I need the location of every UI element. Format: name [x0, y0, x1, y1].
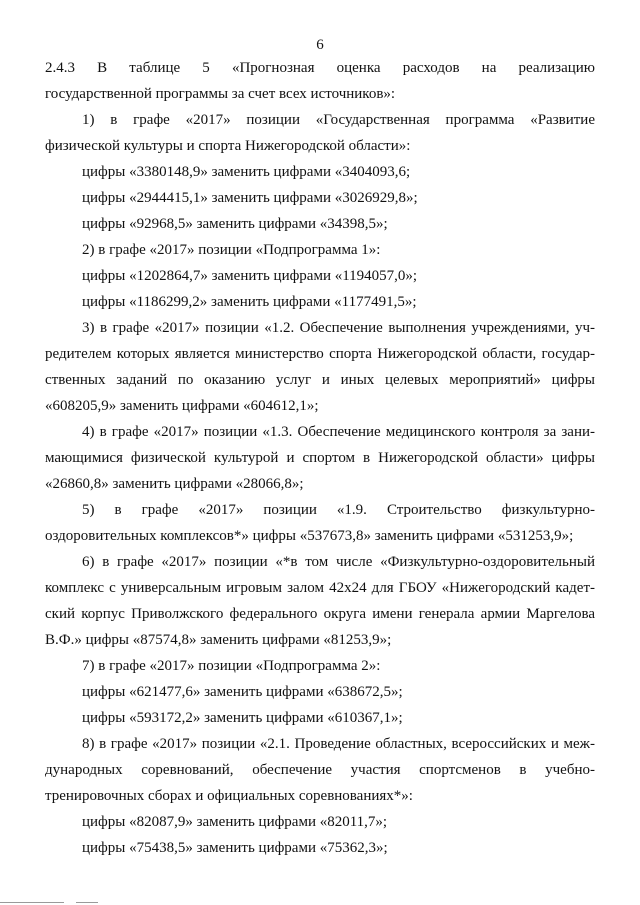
text-line: тренировочных сборах и официальных соревнованиях*»: — [45, 788, 413, 804]
text-line: цифры «1186299,2» заменить цифрами «1177491,5»; — [82, 294, 417, 310]
text-line: цифры «1202864,7» заменить цифрами «1194057,0»; — [82, 268, 418, 284]
text-line: цифры «3380148,9» заменить цифрами «3404093,6; — [82, 164, 411, 180]
text-line: комплекс с универсальным игровым залом 42х24 для ГБОУ «Нижегородский кадет- — [45, 580, 595, 596]
text-line: оздоровительных комплексов*» цифры «537673,8» заменить цифрами «531253,9»; — [45, 528, 574, 544]
text-line: В.Ф.» цифры «87574,8» заменить цифрами «81253,9»; — [45, 632, 392, 648]
text-line: государственной программы за счет всех источников»: — [45, 86, 396, 102]
text-line: дународных соревнований, обеспечение участия спортсменов в учебно- — [45, 762, 595, 778]
text-line: цифры «593172,2» заменить цифрами «610367,1»; — [82, 710, 403, 726]
text-line: цифры «621477,6» заменить цифрами «638672,5»; — [82, 684, 403, 700]
text-line: цифры «92968,5» заменить цифрами «34398,5»; — [82, 216, 388, 232]
text-line: мающимися физической культурой и спортом в Нижегородской области» цифры — [45, 450, 595, 466]
text-line: 3) в графе «2017» позиции «1.2. Обеспечение выполнения учреждениями, уч- — [82, 320, 595, 336]
scan-edge-marks — [0, 897, 640, 903]
text-line: 8) в графе «2017» позиции «2.1. Проведение областных, всероссийских и меж- — [82, 736, 595, 752]
text-line: 1) в графе «2017» позиции «Государственная программа «Развитие — [82, 112, 595, 128]
text-line: 2.4.3 В таблице 5 «Прогнозная оценка расходов на реализацию — [45, 60, 595, 76]
text-line: цифры «2944415,1» заменить цифрами «3026929,8»; — [82, 190, 418, 206]
text-line: «26860,8» заменить цифрами «28066,8»; — [45, 476, 304, 492]
text-line: 7) в графе «2017» позиции «Подпрограмма 2»: — [82, 658, 381, 674]
text-line: 6) в графе «2017» позиции «*в том числе «Физкультурно-оздоровительный — [82, 554, 595, 570]
text-line: «608205,9» заменить цифрами «604612,1»; — [45, 398, 319, 414]
text-line: ственных заданий по оказанию услуг и иных целевых мероприятий» цифры — [45, 372, 595, 388]
text-line: цифры «75438,5» заменить цифрами «75362,3»; — [82, 840, 388, 856]
text-line: физической культуры и спорта Нижегородской области»: — [45, 138, 411, 154]
page-number: 6 — [316, 37, 324, 53]
text-line: 4) в графе «2017» позиции «1.3. Обеспечение медицинского контроля за зани- — [82, 424, 595, 440]
text-line: редителем которых является министерство спорта Нижегородской области, государ- — [45, 346, 595, 362]
text-line: 2) в графе «2017» позиции «Подпрограмма 1»: — [82, 242, 381, 258]
text-line: цифры «82087,9» заменить цифрами «82011,7»; — [82, 814, 388, 830]
text-line: ский корпус Приволжского федерального округа имени генерала армии Маргелова — [45, 606, 595, 622]
text-line: 5) в графе «2017» позиции «1.9. Строительство физкультурно- — [82, 502, 595, 518]
